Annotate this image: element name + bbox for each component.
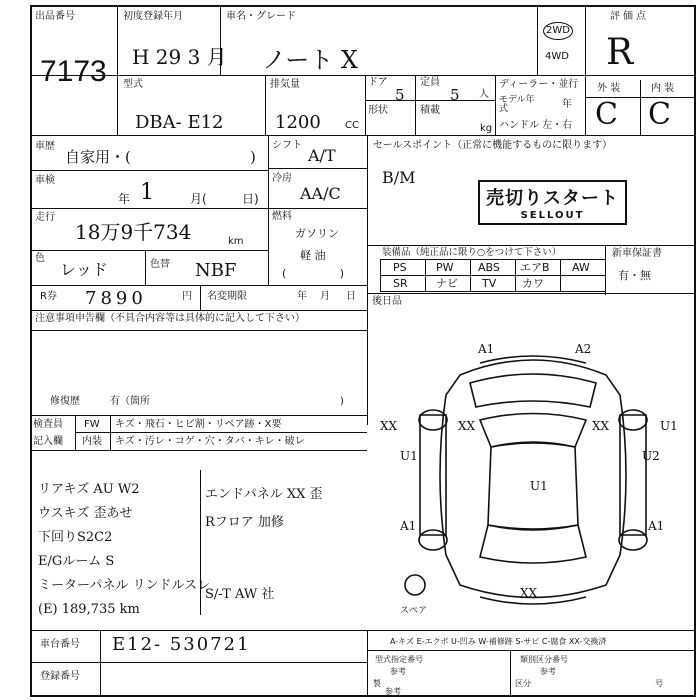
ou-label: 号 (655, 679, 663, 688)
sellout-stamp (478, 180, 627, 225)
damage-mark: U1 (660, 419, 678, 433)
inspector-label: 検査員 (33, 419, 63, 430)
shaken-day: 日) (242, 192, 259, 206)
mileage-unit: km (228, 236, 244, 247)
remark-line: エンドパネル XX 歪 (205, 487, 323, 502)
spare-label: スペア (400, 606, 428, 616)
remarks-right (205, 488, 323, 612)
first-reg-label: 初度登録年月 (123, 11, 183, 22)
fw-items: キズ・飛石・ヒビ割・リペア跡・X要 (115, 419, 282, 430)
fuel-label: 燃料 (272, 211, 292, 222)
interior-inspect-label: 内装 (82, 436, 102, 447)
notes-label: 注意事項申告欄（不具合内容等は具体的に記入して下さい） (35, 313, 305, 324)
damage-mark: A1 (478, 342, 495, 356)
capacity-value: 5 (450, 86, 460, 104)
shift-value: A/T (308, 146, 336, 165)
sales-label: セールスポイント（正常に機能するものに限ります） (373, 140, 613, 151)
damage-legend: A-キズ E-エクボ U-凹み W-補修跡 S-サビ C-腐食 XX-交換済 (390, 637, 607, 646)
drive-4wd: 4WD (545, 51, 569, 62)
shape-label: 形状 (368, 105, 388, 116)
shaken-year: 年 (118, 192, 131, 206)
damage-mark: XX (592, 419, 610, 433)
car-damage-diagram (370, 335, 696, 625)
shift-label: シフト (272, 140, 302, 151)
damage-mark: U2 (642, 449, 660, 463)
color-value: レッド (60, 260, 108, 279)
color-code-label: 色替 (150, 259, 170, 270)
exterior-label: 外 装 (597, 83, 621, 94)
damage-mark: A2 (575, 342, 592, 356)
chassis-value: E12- 530721 (112, 634, 251, 655)
chassis-label: 車台番号 (40, 639, 80, 650)
model-value: DBA- E12 (135, 112, 224, 133)
r-ken-label: R券 (40, 291, 57, 302)
shaken-hw: 1 (140, 180, 154, 205)
name-change-month: 月 (320, 291, 330, 302)
mileage-value: 18万9千734 (75, 220, 192, 244)
entry-label: 記入欄 (33, 436, 63, 447)
dealer-label: ディーラー・並行 (499, 79, 579, 90)
damage-mark: A1 (400, 519, 417, 533)
equip-navi: ナビ (436, 277, 458, 290)
r-ken-unit: 円 (182, 291, 192, 302)
remarks-left (38, 483, 210, 627)
damage-mark: A1 (648, 519, 665, 533)
name-change-year: 年 (297, 291, 307, 302)
reference-label: 参考 (390, 667, 406, 676)
damage-mark: XX (520, 586, 538, 600)
door-value: 5 (395, 86, 405, 104)
cc-unit: CC (345, 120, 359, 131)
fuel-paren: ( ) (282, 267, 345, 280)
damage-mark: U1 (530, 479, 548, 493)
fw-label: FW (84, 419, 100, 430)
warranty-label: 新車保証書 (612, 248, 662, 259)
remark-line: (E) 189,735 km (38, 602, 140, 617)
load-label: 積載 (420, 105, 440, 116)
model-label: 型式 (123, 79, 143, 90)
remark-line: ミーターパネル リンドルスレ (38, 578, 211, 593)
remark-line: 下回りS2C2 (38, 530, 113, 545)
color-label: 色 (35, 253, 45, 264)
kubun-label: 区分 (515, 679, 531, 688)
mileage-label: 走行 (35, 212, 55, 223)
repair-value: 有（箇所 (110, 396, 150, 407)
reference-label-3: 参考 (385, 687, 401, 696)
cc-label: 排気量 (270, 79, 300, 90)
car-name-label: 車名・グレード (226, 11, 296, 22)
door-label: ドア (368, 77, 388, 88)
history-value: 自家用・( (65, 148, 131, 166)
fuel-gas: ガソリン (295, 227, 339, 240)
equip-ps: PS (393, 261, 407, 274)
remark-line: Rフロア 加修 (205, 515, 284, 530)
equip-aw: AW (572, 261, 590, 274)
stamp-main: 売切りスタート (486, 188, 619, 209)
afterparts-label: 後日品 (372, 296, 402, 307)
repair-close: ) (340, 396, 344, 407)
equip-abs: ABS (478, 261, 500, 274)
aircon-label: 冷房 (272, 173, 292, 184)
remark-line: リアキズ AU W2 (38, 482, 140, 497)
remark-line: ウスキズ 歪あせ (38, 506, 133, 521)
drive-2wd: 2WD (543, 22, 573, 40)
stamp-sub: SELLOUT (520, 210, 585, 221)
shaken-month: 月( (190, 192, 207, 206)
color-code-value: NBF (195, 260, 237, 281)
exterior-value: C (595, 97, 618, 132)
equip-sr: SR (393, 277, 408, 290)
interior-items: キズ・汚レ・コゲ・穴・タバ・キレ・破レ (115, 436, 305, 447)
history-close: ) (250, 148, 256, 166)
damage-mark: XX (380, 419, 398, 433)
cc-value: 1200 (275, 112, 321, 133)
repair-label: 修復歴 (50, 396, 80, 407)
car-name-value: ノート X (262, 46, 358, 74)
handle-label: ハンドル 左・右 (499, 120, 573, 131)
grade-label: 評価点 (610, 11, 649, 22)
lot-number: 7173 (40, 55, 107, 88)
equip-pw: PW (436, 261, 454, 274)
damage-mark: XX (458, 419, 476, 433)
model-year-label: モデル年式 (499, 95, 535, 114)
sales-hw: B/M (382, 168, 416, 187)
remark-line: S/-T AW 社 (205, 587, 275, 602)
warranty-value: 有・無 (618, 269, 651, 282)
name-change-label: 名変期限 (207, 291, 247, 302)
fuel-diesel: 軽 油 (300, 249, 326, 262)
reg-label: 登録番号 (40, 671, 80, 682)
equip-airbag: エアB (520, 261, 550, 274)
r-ken-value: 7890 (85, 288, 147, 309)
capacity-label: 定員 (420, 77, 440, 88)
shaken-label: 車検 (35, 175, 55, 186)
reference-label-2: 参考 (540, 667, 556, 676)
first-reg-value: H 29 3 月 (132, 45, 227, 69)
lot-label: 出品番号 (35, 11, 75, 22)
capacity-unit: 人 (479, 89, 489, 100)
remark-line: E/Gルーム S (38, 554, 115, 569)
model-year-unit: 年 (562, 99, 572, 110)
interior-label: 内 装 (651, 83, 675, 94)
damage-mark: U1 (400, 449, 418, 463)
equip-leather: カワ (522, 277, 544, 290)
equip-tv: TV (482, 277, 497, 290)
aircon-value: AA/C (300, 184, 341, 203)
type-designation-label: 型式指定番号 (375, 655, 423, 664)
equip-label: 装備品（純正品に限り○をつけて下さい） (382, 247, 562, 258)
grade-value: R (606, 32, 634, 73)
interior-value: C (648, 97, 671, 132)
history-label: 車歴 (35, 141, 55, 152)
load-unit: kg (480, 123, 493, 134)
classification-label: 類別区分番号 (520, 655, 568, 664)
sei-label: 製 (373, 679, 381, 688)
name-change-day: 日 (346, 291, 356, 302)
